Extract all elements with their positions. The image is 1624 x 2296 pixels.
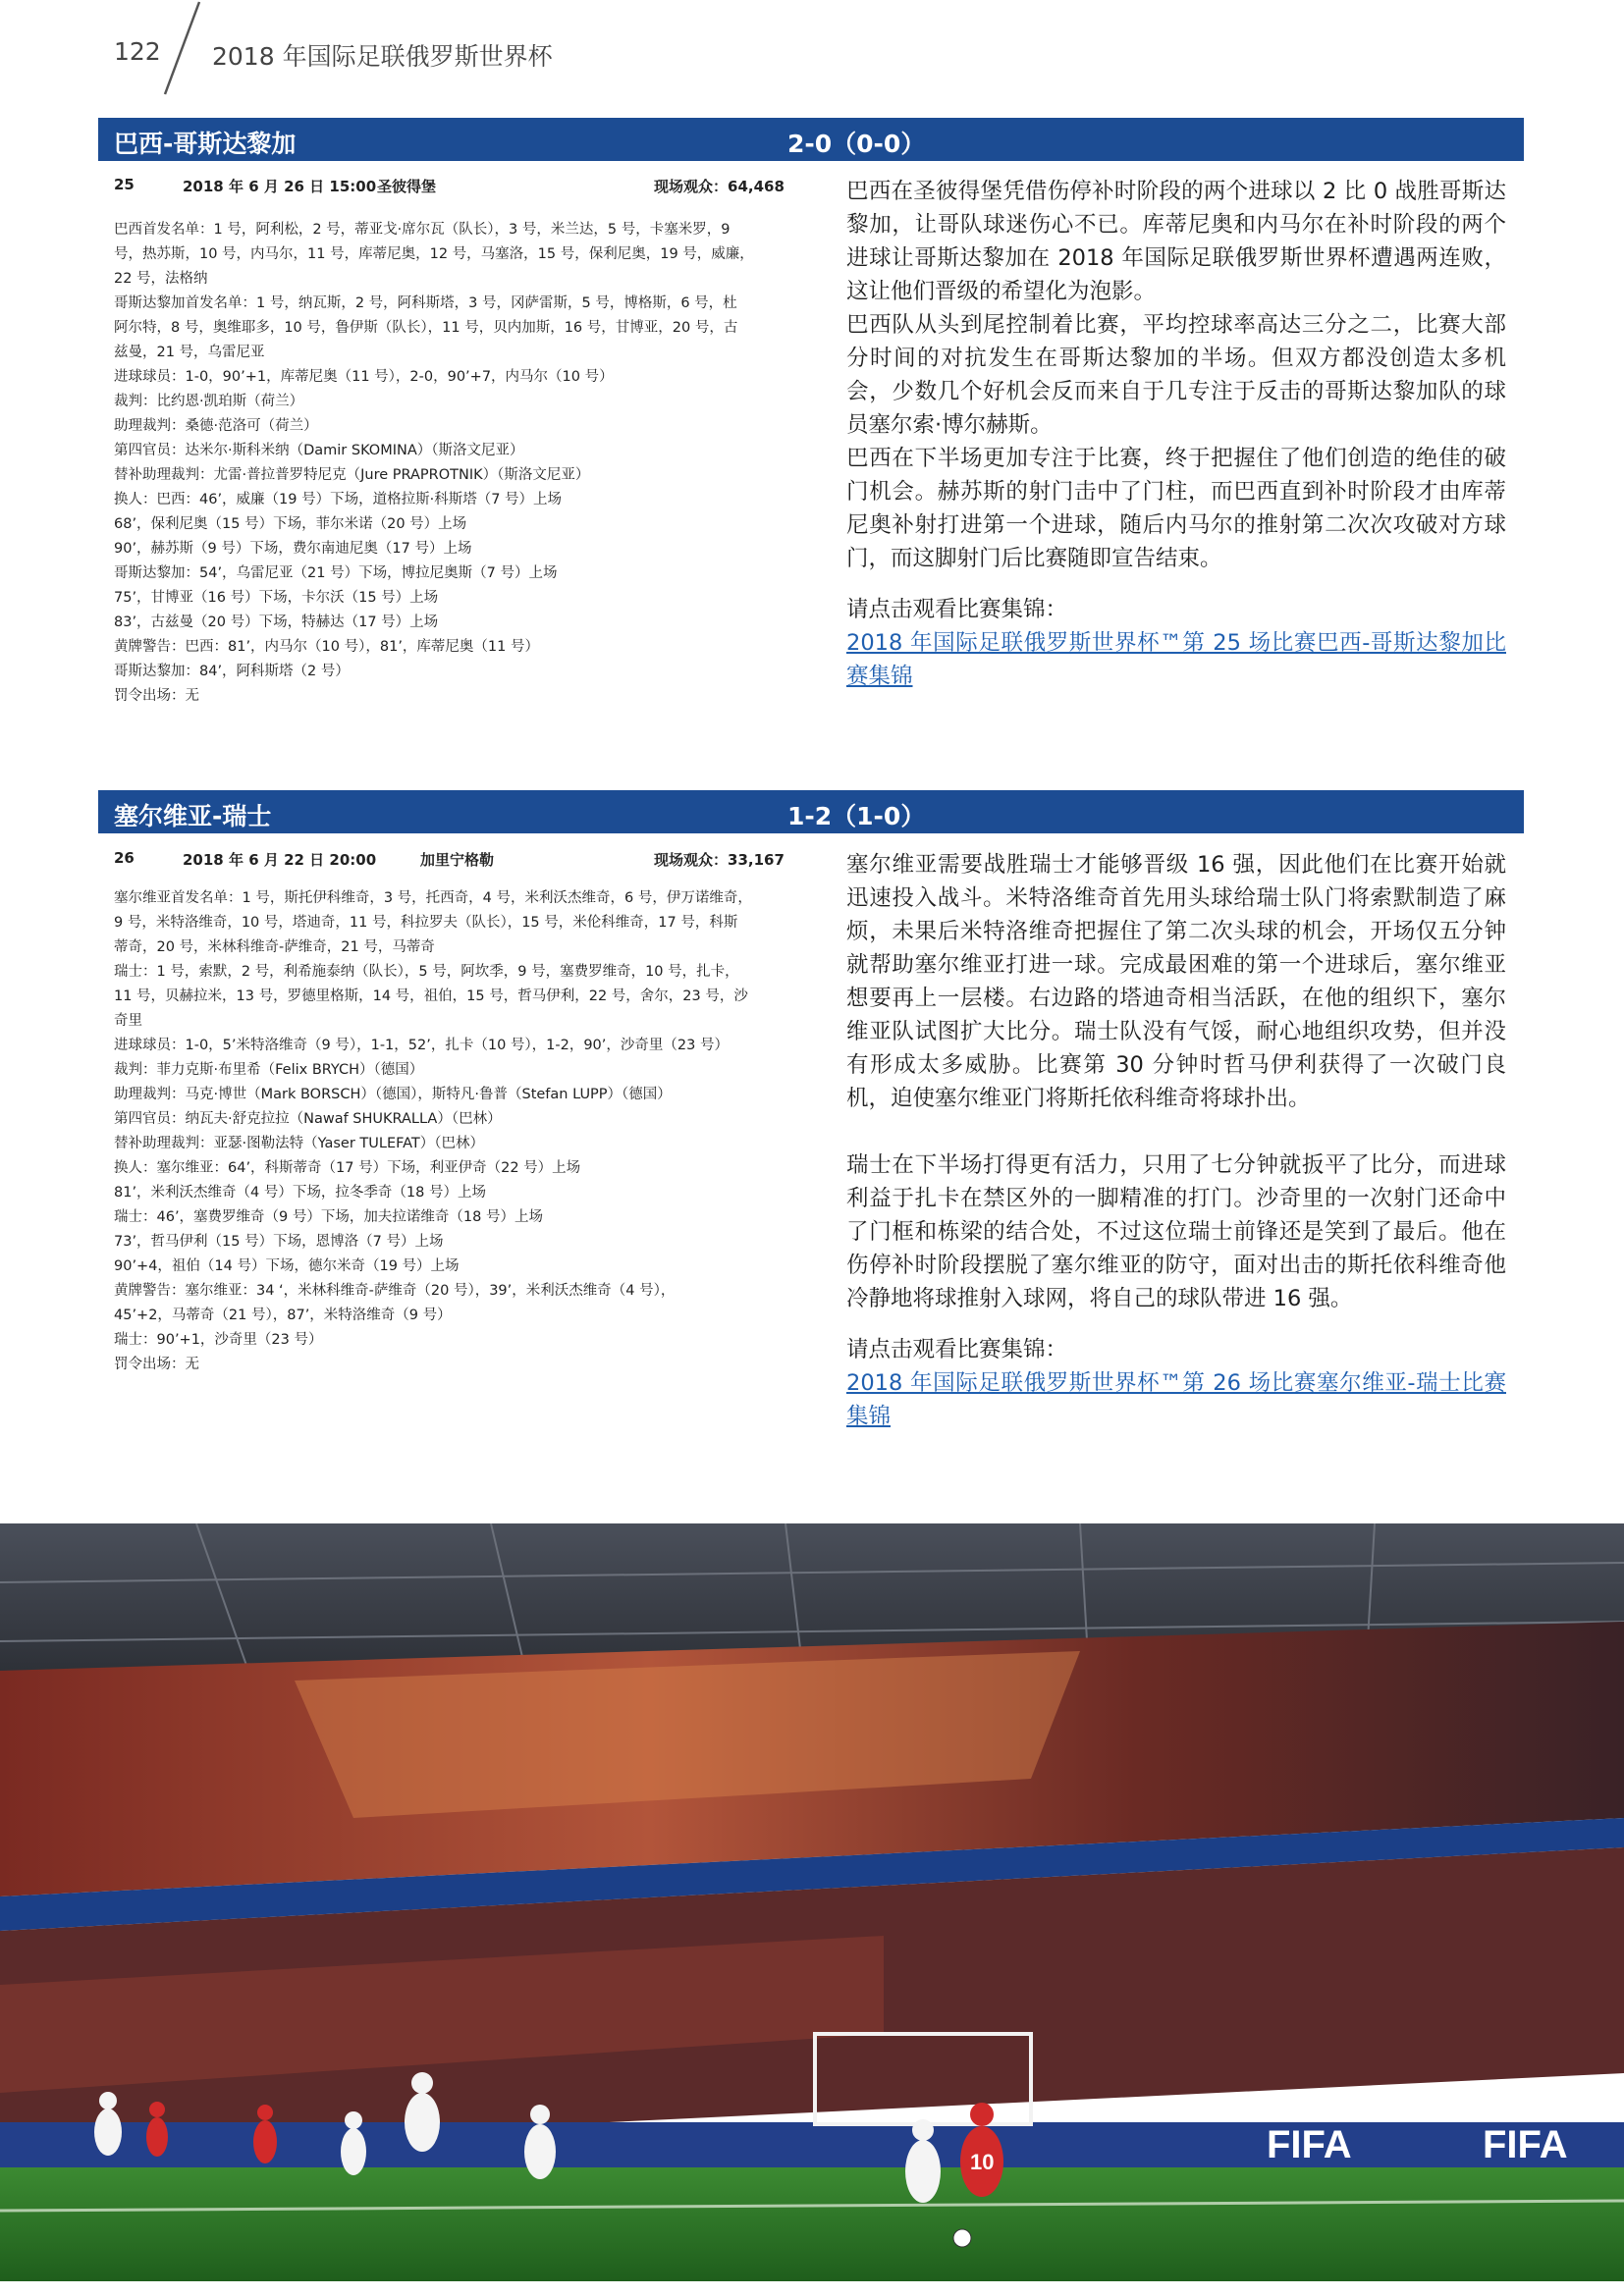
fifa-board-text: FIFA: [1267, 2123, 1352, 2166]
match-title-bar: [98, 118, 1524, 161]
match-meta: [110, 176, 797, 199]
match-number: 26: [114, 849, 135, 867]
lineup-line: 蒂奇，20 号，米林科维奇-萨维奇，21 号，马蒂奇: [114, 939, 435, 955]
match-attendance: 现场观众：33,167: [654, 851, 785, 869]
lineup-line: 22 号，法格纳: [114, 271, 208, 287]
lineup-line: 巴西首发名单：1 号，阿利松，2 号，蒂亚戈·席尔瓦（队长），3 号，米兰达，5 号，卡塞米罗，9: [114, 222, 731, 238]
lineup-line: 黄牌警告：巴西：81’，内马尔（10 号），81’，库蒂尼奥（11 号）: [114, 639, 539, 655]
lineup-line: 裁判：比约恩·凯珀斯（荷兰）: [114, 394, 304, 409]
lineup-line: 81’，米利沃杰维奇（4 号）下场，拉冬季奇（18 号）上场: [114, 1185, 486, 1201]
lineup-line: 塞尔维亚首发名单：1 号，斯托伊科维奇，3 号，托西奇，4 号，米利沃杰维奇，6 号，伊万诺维奇，: [114, 890, 752, 906]
lineup-line: 罚令出场：无: [114, 1357, 199, 1372]
highlight-link[interactable]: 2018 年国际足联俄罗斯世界杯™第 26 场比赛塞尔维亚-瑞士比赛集锦: [846, 1370, 1506, 1429]
lineup-line: 瑞士：46’，塞费罗维奇（9 号）下场，加夫拉诺维奇（18 号）上场: [114, 1209, 543, 1225]
report-paragraphs: [846, 848, 1506, 1315]
match-date-time: 2018 年 6 月 26 日 15:00: [183, 178, 377, 195]
lineup-line: 换人：巴西：46’，威廉（19 号）下场，道格拉斯·科斯塔（7 号）上场: [114, 492, 563, 507]
lineup-line: 阿尔特，8 号，奥维耶多，10 号，鲁伊斯（队长），11 号，贝内加斯，16 号，甘博亚，20 号，古: [114, 320, 738, 336]
lineup-line: 助理裁判：桑德·范洛可（荷兰）: [114, 418, 318, 434]
match-lineup: [114, 886, 821, 1377]
lineup-line: 瑞士：1 号，索默，2 号，利希施泰纳（队长），5 号，阿坎季，9 号，塞费罗维奇，10 号，扎卡，: [114, 964, 739, 980]
lineup-line: 瑞士：90’+1，沙奇里（23 号）: [114, 1332, 323, 1348]
report-paragraph: 瑞士在下半场打得更有活力，只用了七分钟就扳平了比分，而进球利益于扎卡在禁区外的一脚精准的打门。沙奇里的一次射门还命中了门框和栋梁的结合处，不过这位瑞士前锋还是笑到了最后。他在伤停补时阶段摆脱了塞尔维亚的防守，面对出击的斯托依科维奇他冷静地将球推射入球网，将自己的球队带进 16 强。: [846, 1152, 1506, 1311]
lineup-line: 哥斯达黎加：54’，乌雷尼亚（21 号）下场，博拉尼奥斯（7 号）上场: [114, 565, 558, 581]
highlight-prompt: 请点击观看比赛集锦：: [846, 1337, 1068, 1362]
match-report: [846, 175, 1506, 693]
highlight-prompt: 请点击观看比赛集锦：: [846, 597, 1068, 622]
lineup-line: 进球球员：1-0，90’+1，库蒂尼奥（11 号），2-0，90’+7，内马尔（10 号）: [114, 369, 614, 385]
player-number: 10: [970, 2150, 995, 2174]
match-attendance: 现场观众：64,468: [654, 178, 785, 195]
lineup-line: 替补助理裁判：亚瑟·图勒法特（Yaser TULEFAT）（巴林）: [114, 1136, 485, 1151]
lineup-line: 83’，古兹曼（20 号）下场，特赫达（17 号）上场: [114, 614, 439, 630]
lineup-line: 替补助理裁判：尤雷·普拉普罗特尼克（Jure PRAPROTNIK）（斯洛文尼亚）: [114, 467, 590, 483]
lineup-line: 第四官员：纳瓦夫·舒克拉拉（Nawaf SHUKRALLA）（巴林）: [114, 1111, 502, 1127]
pitch: [0, 2167, 1624, 2281]
lineup-line: 哥斯达黎加首发名单：1 号，纳瓦斯，2 号，阿科斯塔，3 号，冈萨雷斯，5 号，博格斯，6 号，杜: [114, 295, 737, 311]
football: [953, 2229, 971, 2247]
stadium-photo: [0, 1523, 1624, 2281]
report-paragraph: 巴西在圣彼得堡凭借伤停补时阶段的两个进球以 2 比 0 战胜哥斯达黎加，让哥队球迷伤心不已。库蒂尼奥和内马尔在补时阶段的两个进球让哥斯达黎加在 2018 年国际足联俄罗斯世界杯遭遇两连败，这让他们晋级的希望化为泡影。: [846, 179, 1506, 304]
stadium-illustration: [0, 1523, 1624, 2281]
match-report: [846, 848, 1506, 1433]
page-header: [0, 0, 1624, 108]
fifa-board-text: FIFA: [1483, 2123, 1568, 2166]
match-meta: [110, 849, 797, 873]
match-venue: 加里宁格勒: [420, 851, 495, 869]
match-date-time: 2018 年 6 月 22 日 20:00: [183, 851, 377, 869]
lineup-line: 号，热苏斯，10 号，内马尔，11 号，库蒂尼奥，12 号，马塞洛，15 号，保利尼奥，19 号，威廉，: [114, 246, 754, 262]
book-title: 2018 年国际足联俄罗斯世界杯: [212, 42, 553, 71]
match-title: 巴西-哥斯达黎加: [114, 130, 297, 158]
match-venue: 圣彼得堡: [377, 178, 437, 195]
lineup-line: 罚令出场：无: [114, 688, 199, 704]
match-score: 1-2（1-0）: [787, 802, 926, 830]
lineup-line: 68’，保利尼奥（15 号）下场，菲尔米诺（20 号）上场: [114, 516, 467, 532]
match-lineup: [114, 218, 821, 709]
match-title-bar: [98, 790, 1524, 833]
lineup-line: 换人：塞尔维亚：64’，科斯蒂奇（17 号）下场，利亚伊奇（22 号）上场: [114, 1160, 581, 1176]
lineup-line: 9 号，米特洛维奇，10 号，塔迪奇，11 号，科拉罗夫（队长），15 号，米伦科维奇，17 号，科斯: [114, 915, 738, 931]
match-score: 2-0（0-0）: [787, 130, 926, 158]
perimeter-boards: [0, 2122, 1624, 2167]
lineup-line: 黄牌警告：塞尔维亚：34 ‘，米林科维奇-萨维奇（20 号），39’，米利沃杰维奇（4 号），: [114, 1283, 676, 1299]
lineup-line: 奇里: [114, 1013, 142, 1029]
lineup-line: 75’，甘博亚（16 号）下场，卡尔沃（15 号）上场: [114, 590, 439, 606]
lineup-line: 哥斯达黎加：84’，阿科斯塔（2 号）: [114, 664, 350, 679]
report-paragraphs: [846, 175, 1506, 575]
lineup-line: 兹曼，21 号，乌雷尼亚: [114, 345, 265, 360]
lineup-line: 11 号，贝赫拉米，13 号，罗德里格斯，14 号，祖伯，15 号，哲马伊利，22 号，舍尔，23 号，沙: [114, 988, 748, 1004]
report-paragraph: 塞尔维亚需要战胜瑞士才能够晋级 16 强，因此他们在比赛开始就迅速投入战斗。米特洛维奇首先用头球给瑞士队门将索默制造了麻烦，未果后米特洛维奇把握住了第二次头球的机会，开场仅五分钟就帮助塞尔维亚打进一球。完成最困难的第一个进球后，塞尔维亚想要再上一层楼。右边路的塔迪奇相当活跃，在他的组织下，塞尔维亚队试图扩大比分。瑞士队没有气馁，耐心地组织攻势，但并没有形成太多威胁。比赛第 30 分钟时哲马伊利获得了一次破门良机，迫使塞尔维亚门将斯托依科维奇将球扑出。: [846, 852, 1506, 1111]
lineup-line: 45’+2，马蒂奇（21 号），87’，米特洛维奇（9 号）: [114, 1308, 452, 1323]
match-number: 25: [114, 176, 135, 193]
report-paragraph: 巴西队从头到尾控制着比赛，平均控球率高达三分之二，比赛大部分时间的对抗发生在哥斯达黎加的半场。但双方都没创造太多机会，少数几个好机会反而来自于几专注于反击的哥斯达黎加队的球员塞尔索·博尔赫斯。: [846, 312, 1506, 438]
lineup-line: 裁判：菲力克斯·布里希（Felix BRYCH）（德国）: [114, 1062, 424, 1078]
lineup-line: 第四官员：达米尔·斯科米纳（Damir SKOMINA）（斯洛文尼亚）: [114, 443, 524, 458]
lineup-line: 90’，赫苏斯（9 号）下场，费尔南迪尼奥（17 号）上场: [114, 541, 472, 557]
highlight-link[interactable]: 2018 年国际足联俄罗斯世界杯™第 25 场比赛巴西-哥斯达黎加比赛集锦: [846, 630, 1506, 689]
page-number: 122: [114, 37, 161, 66]
report-paragraph: 巴西在下半场更加专注于比赛，终于把握住了他们创造的绝佳的破门机会。赫苏斯的射门击中了门柱，而巴西直到补时阶段才由库蒂尼奥补射打进第一个进球，随后内马尔的推射第二次次攻破对方球门，而这脚射门后比赛随即宣告结束。: [846, 446, 1506, 571]
lineup-line: 73’，哲马伊利（15 号）下场，恩博洛（7 号）上场: [114, 1234, 444, 1250]
match-title: 塞尔维亚-瑞士: [114, 802, 272, 830]
lineup-line: 进球球员：1-0，5’米特洛维奇（9 号），1-1，52’，扎卡（10 号），1-2，90’，沙奇里（23 号）: [114, 1038, 729, 1053]
lineup-line: 90’+4，祖伯（14 号）下场，德尔米奇（19 号）上场: [114, 1258, 460, 1274]
lineup-line: 助理裁判：马克·博世（Mark BORSCH）（德国），斯特凡·鲁普（Stefan LUPP）（德国）: [114, 1087, 672, 1102]
